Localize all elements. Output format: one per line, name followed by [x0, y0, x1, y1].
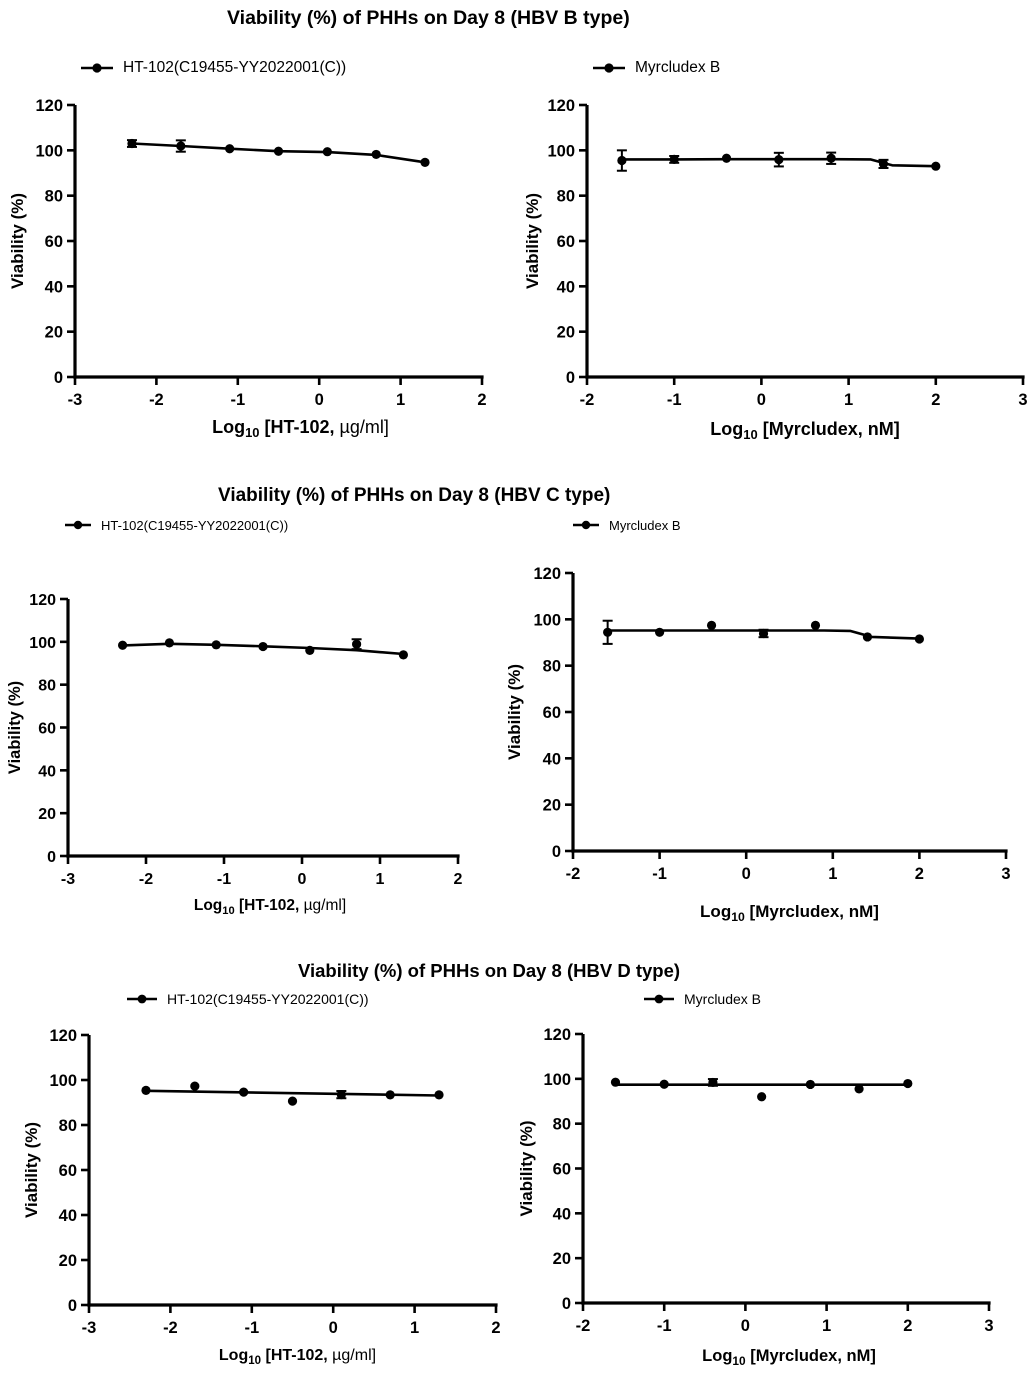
svg-text:Log10 [Myrcludex, nM]: Log$_{10}$ [Myrcludex, nM] — [700, 902, 879, 924]
svg-text:Viability (%): Viability (%) — [505, 663, 524, 761]
svg-text:Viability (%): Viability (%) — [6, 680, 24, 775]
svg-text:120: 120 — [547, 97, 575, 115]
svg-text:0: 0 — [741, 865, 751, 883]
svg-text:0: 0 — [314, 391, 324, 409]
svg-text:20: 20 — [38, 806, 56, 824]
svg-text:Viability (%): Viability (%) — [517, 1120, 536, 1217]
svg-text:-2: -2 — [163, 1319, 178, 1337]
svg-text:0: 0 — [53, 369, 63, 387]
legend-label: HT-102(C19455-YY2022001(C)) — [101, 517, 289, 533]
svg-text:-2: -2 — [138, 871, 154, 888]
svg-text:3: 3 — [1001, 865, 1011, 883]
legend-ht102-row3 — [126, 991, 369, 1007]
svg-text:120: 120 — [543, 1026, 571, 1044]
svg-text:80: 80 — [44, 187, 63, 206]
svg-text:100: 100 — [547, 142, 575, 161]
row3-title: Viability (%) of PHHs on Day 8 (HBV D type) — [298, 960, 681, 981]
svg-text:-2: -2 — [149, 391, 164, 409]
legend-ht102-row1 — [80, 59, 346, 77]
svg-text:0: 0 — [740, 1317, 750, 1335]
svg-text:0: 0 — [67, 1297, 77, 1315]
svg-text:100: 100 — [29, 634, 56, 652]
svg-text:Log10 [HT-102, µg/ml]: Log$_{10}$ [HT-102, µg/ml] — [193, 897, 347, 917]
legend-myrcludex-row1 — [592, 59, 720, 77]
svg-text:Viability (%): Viability (%) — [8, 192, 27, 290]
svg-text:-1: -1 — [230, 391, 246, 409]
svg-text:120: 120 — [29, 592, 56, 609]
svg-text:100: 100 — [543, 1070, 571, 1089]
legend-label: Myrcludex B — [609, 517, 681, 533]
svg-text:60: 60 — [58, 1162, 77, 1180]
svg-text:Viability (%): Viability (%) — [523, 192, 542, 290]
svg-text:60: 60 — [38, 720, 56, 738]
svg-text:-3: -3 — [60, 871, 76, 888]
svg-text:40: 40 — [556, 278, 575, 297]
svg-text:20: 20 — [542, 796, 561, 815]
legend-line-marker-icon — [592, 60, 626, 76]
svg-text:40: 40 — [552, 1205, 571, 1224]
svg-text:60: 60 — [44, 233, 63, 251]
svg-text:0: 0 — [565, 369, 575, 387]
chart-viability-hbv-b-ht102 — [0, 88, 515, 460]
svg-text:80: 80 — [38, 677, 56, 695]
legend-label: HT-102(C19455-YY2022001(C)) — [167, 991, 369, 1007]
svg-text:Viability (%): Viability (%) — [22, 1121, 41, 1219]
svg-text:20: 20 — [58, 1252, 77, 1270]
legend-line-marker-icon — [126, 991, 158, 1007]
legend-line-marker-icon — [64, 517, 92, 533]
svg-text:-1: -1 — [244, 1319, 260, 1337]
svg-text:80: 80 — [542, 657, 561, 676]
svg-text:40: 40 — [38, 763, 56, 781]
svg-text:Log10 [Myrcludex, nM]: Log$_{10}$ [Myrcludex, nM] — [702, 1347, 876, 1368]
svg-text:100: 100 — [35, 142, 63, 161]
svg-text:100: 100 — [533, 611, 561, 630]
legend-label: HT-102(C19455-YY2022001(C)) — [123, 59, 347, 76]
svg-text:20: 20 — [552, 1250, 571, 1269]
svg-text:-2: -2 — [579, 391, 595, 409]
chart-viability-hbv-b-myrcludex — [522, 88, 1033, 460]
svg-text:120: 120 — [35, 97, 63, 115]
svg-text:3: 3 — [1018, 391, 1028, 409]
svg-text:-2: -2 — [575, 1317, 591, 1335]
row2-title: Viability (%) of PHHs on Day 8 (HBV C type) — [218, 485, 611, 506]
svg-text:-3: -3 — [81, 1319, 97, 1337]
svg-text:40: 40 — [44, 278, 63, 297]
svg-text:0: 0 — [561, 1295, 571, 1313]
svg-text:2: 2 — [453, 871, 463, 888]
legend-line-marker-icon — [572, 517, 600, 533]
svg-text:-3: -3 — [67, 391, 83, 409]
svg-text:1: 1 — [828, 865, 838, 883]
svg-text:2: 2 — [491, 1319, 501, 1337]
svg-text:2: 2 — [931, 391, 941, 409]
chart-viability-hbv-c-myrcludex — [505, 558, 1033, 943]
svg-text:60: 60 — [542, 704, 561, 722]
svg-text:120: 120 — [533, 565, 561, 583]
svg-text:Log10 [HT-102, µg/ml]: Log$_{10}$ [HT-102, µg/ml] — [218, 1347, 377, 1367]
svg-text:1: 1 — [822, 1317, 832, 1335]
svg-text:40: 40 — [542, 750, 561, 769]
svg-text:-1: -1 — [666, 391, 682, 409]
svg-text:0: 0 — [297, 871, 307, 888]
legend-myrcludex-row3 — [643, 991, 761, 1007]
svg-text:-1: -1 — [652, 865, 667, 883]
svg-text:0: 0 — [328, 1319, 338, 1337]
svg-text:20: 20 — [44, 323, 63, 342]
svg-text:1: 1 — [844, 391, 854, 409]
svg-text:Log10 [HT-102, µg/ml]: Log$_{10}$ [HT-102, µg/ml] — [212, 417, 389, 440]
svg-text:80: 80 — [552, 1115, 571, 1134]
svg-text:2: 2 — [914, 865, 924, 883]
svg-text:120: 120 — [49, 1027, 77, 1045]
svg-text:-2: -2 — [565, 865, 581, 883]
chart-viability-hbv-d-ht102 — [0, 1018, 515, 1383]
chart-viability-hbv-d-myrcludex — [517, 1018, 1033, 1383]
legend-myrcludex-row2 — [572, 517, 681, 533]
svg-text:100: 100 — [49, 1072, 77, 1090]
svg-text:0: 0 — [756, 391, 766, 409]
svg-text:2: 2 — [477, 391, 487, 409]
legend-line-marker-icon — [80, 60, 114, 76]
svg-text:1: 1 — [410, 1319, 420, 1337]
legend-label: Myrcludex B — [635, 59, 721, 76]
svg-text:60: 60 — [556, 233, 575, 251]
svg-text:3: 3 — [984, 1317, 994, 1335]
svg-text:0: 0 — [551, 843, 561, 861]
svg-text:Log10 [Myrcludex, nM]: Log$_{10}$ [Myrcludex, nM] — [710, 419, 900, 442]
svg-text:-1: -1 — [216, 871, 232, 888]
svg-text:1: 1 — [396, 391, 406, 409]
legend-ht102-row2 — [64, 517, 288, 533]
svg-text:1: 1 — [375, 871, 385, 888]
svg-text:20: 20 — [556, 323, 575, 342]
svg-text:80: 80 — [556, 187, 575, 206]
svg-text:0: 0 — [47, 849, 56, 866]
legend-line-marker-icon — [643, 991, 675, 1007]
svg-text:40: 40 — [58, 1207, 77, 1225]
svg-text:60: 60 — [552, 1160, 571, 1179]
chart-viability-hbv-c-ht102 — [0, 558, 515, 930]
row1-title: Viability (%) of PHHs on Day 8 (HBV B type) — [227, 7, 630, 29]
svg-text:-1: -1 — [656, 1317, 672, 1335]
svg-text:80: 80 — [58, 1117, 77, 1135]
svg-text:2: 2 — [903, 1317, 913, 1335]
legend-label: Myrcludex B — [684, 991, 762, 1007]
